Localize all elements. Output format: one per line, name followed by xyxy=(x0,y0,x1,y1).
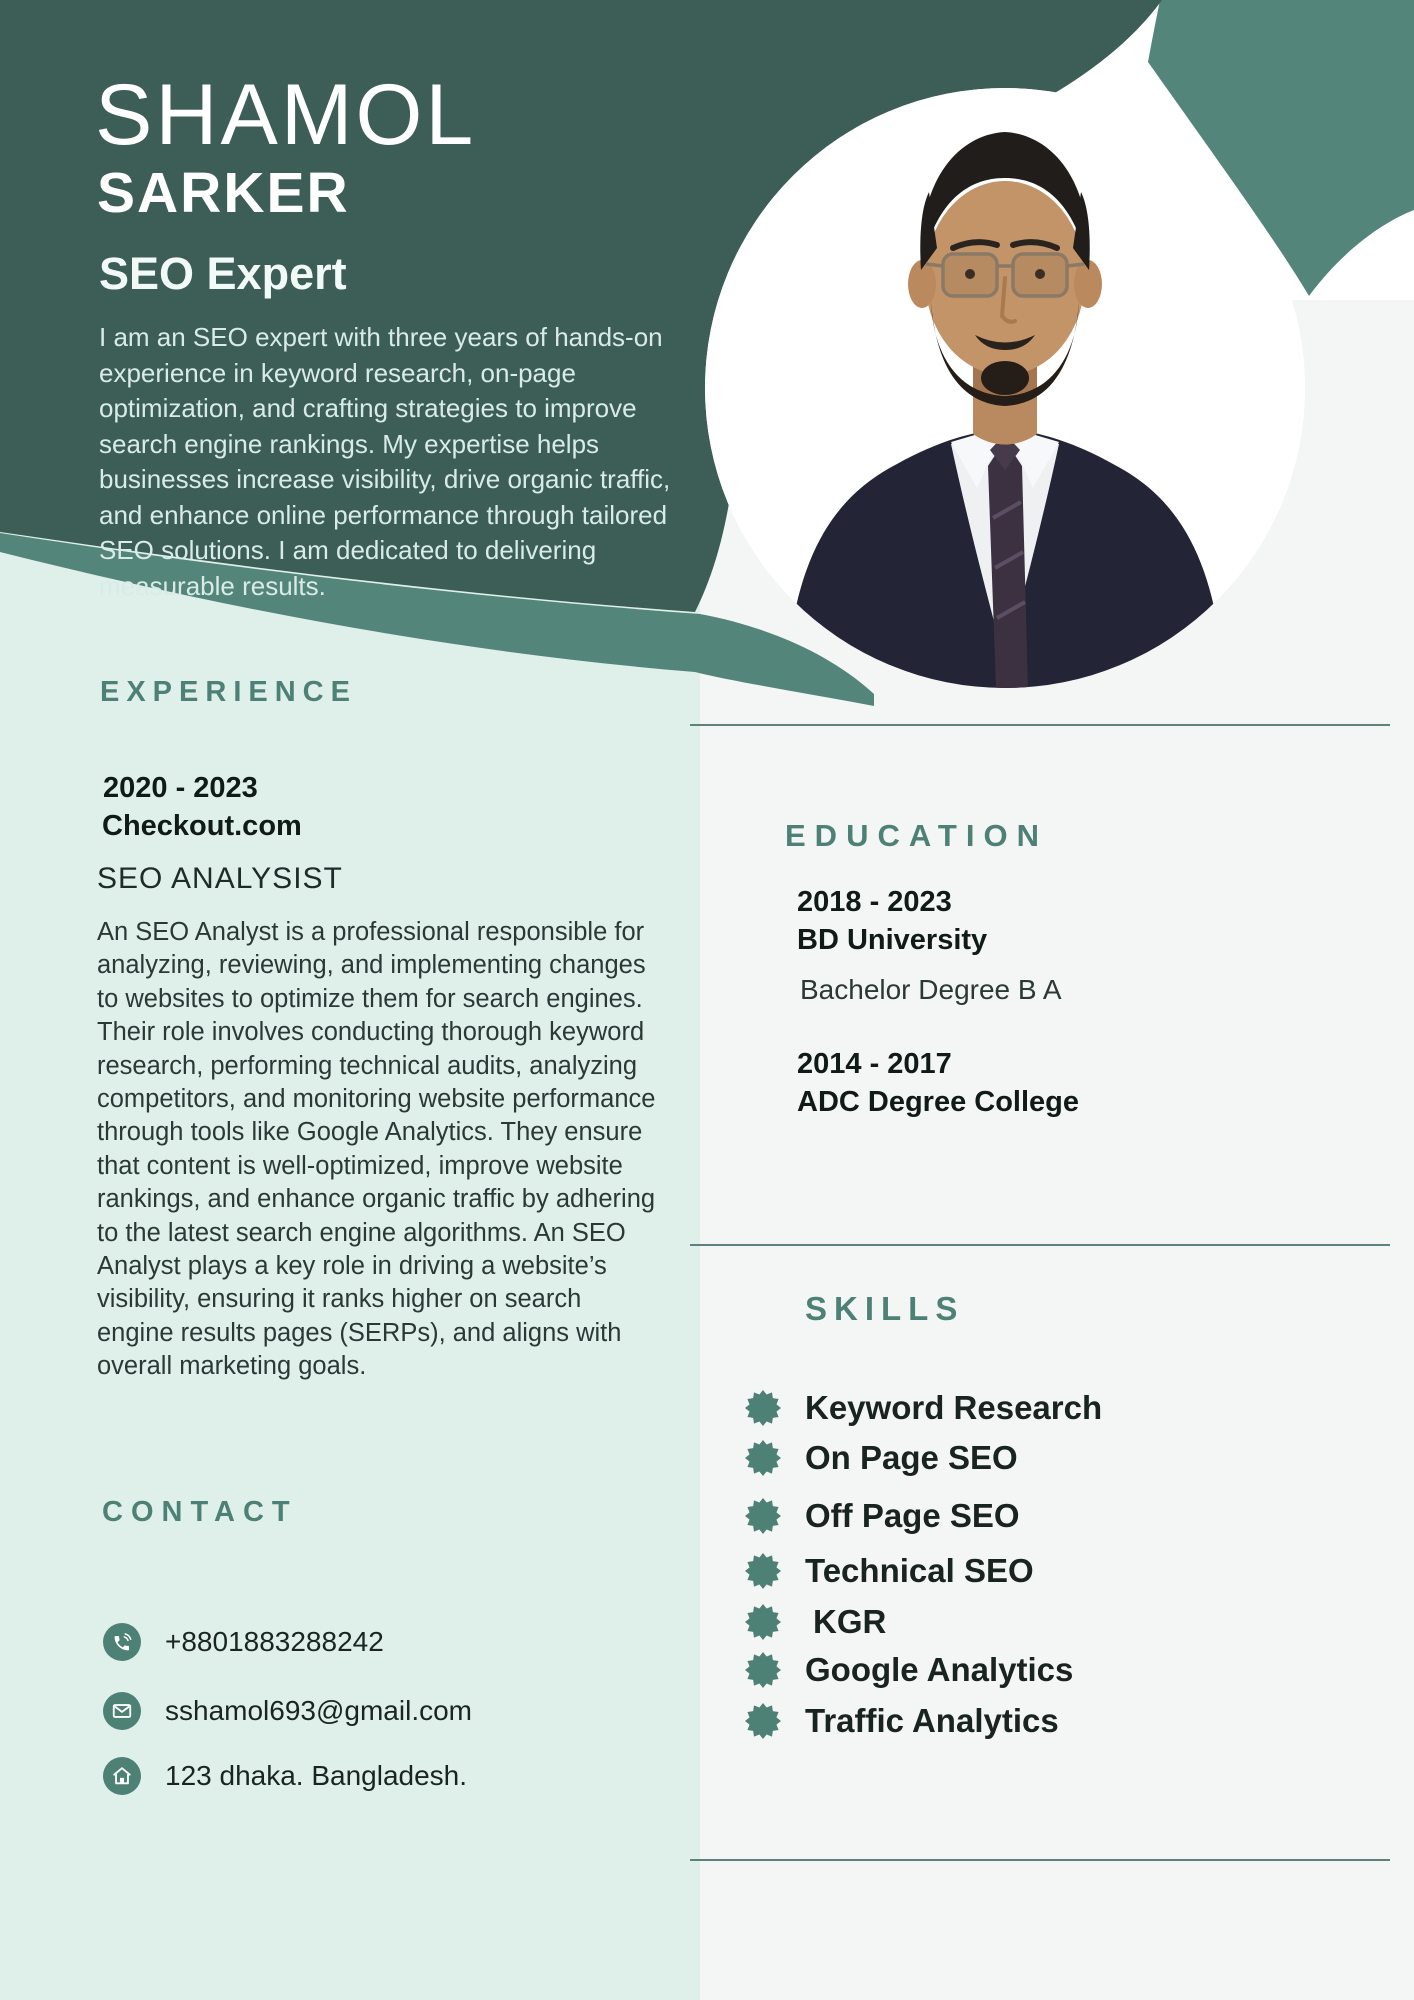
skill-label: Keyword Research xyxy=(805,1389,1103,1426)
education-school: ADC Degree College xyxy=(797,1086,1080,1118)
experience-period: 2020 - 2023 xyxy=(103,772,258,804)
home-icon xyxy=(103,1757,141,1795)
education-heading: EDUCATION xyxy=(785,818,1048,853)
name-first: SHAMOL xyxy=(95,67,477,163)
skill-item xyxy=(745,1701,1059,1741)
profile-summary: I am an SEO expert with three years of hands-on experience in keyword research, on-page optimization, and crafting strategies to improve search engine rankings. My expertise helps businesses increase visibility, drive organic traffic, and enhance online performance through tailored SEO solutions. I am dedicated to delivering measurable results. xyxy=(99,322,671,601)
education-period: 2018 - 2023 xyxy=(797,886,952,918)
divider-above-skills xyxy=(690,1244,1390,1246)
contact-heading: CONTACT xyxy=(102,1496,298,1528)
skills-heading: SKILLS xyxy=(805,1290,965,1327)
role-title: SEO Expert xyxy=(99,248,347,299)
star-badge-icon xyxy=(745,1553,781,1589)
skill-item xyxy=(745,1438,1018,1478)
education-period: 2014 - 2017 xyxy=(797,1048,952,1080)
education-detail: Bachelor Degree B A xyxy=(800,974,1062,1005)
experience-job-title: SEO ANALYSIST xyxy=(97,862,343,895)
contact-address-text: 123 dhaka. Bangladesh. xyxy=(165,1760,468,1791)
experience-heading: EXPERIENCE xyxy=(100,676,357,708)
star-badge-icon xyxy=(745,1703,781,1739)
skill-item xyxy=(745,1388,1102,1428)
divider-bottom xyxy=(690,1859,1390,1861)
skill-label: Off Page SEO xyxy=(805,1497,1020,1534)
skill-label: KGR xyxy=(813,1603,887,1640)
contact-phone-text: +8801883288242 xyxy=(165,1626,384,1657)
skill-item xyxy=(745,1650,1073,1690)
education-school: BD University xyxy=(797,924,988,956)
star-badge-icon xyxy=(745,1440,781,1476)
star-badge-icon xyxy=(745,1604,781,1640)
skill-label: Google Analytics xyxy=(805,1651,1074,1688)
contact-row-email xyxy=(103,1692,472,1730)
experience-description: An SEO Analyst is a professional responsible for analyzing, reviewing, and implementing changes to websites to optimize them for search engines. Their role involves conducting thorough keyword research, performing technical audits, analyzing competitors, and monitoring website performance through tools like Google Analytics. They ensure that content is well-optimized, improve website rankings, and enhance organic traffic by adhering to the latest search engine algorithms. An SEO Analyst plays a key role in driving a website’s visibility, ensuring it ranks higher on search engine results pages (SERPs), and aligns with overall marketing goals. xyxy=(97,918,656,1381)
contact-row-phone xyxy=(103,1623,384,1661)
skill-label: On Page SEO xyxy=(805,1439,1018,1476)
skill-item xyxy=(745,1551,1034,1591)
skill-item xyxy=(745,1602,886,1642)
star-badge-icon xyxy=(745,1652,781,1688)
star-badge-icon xyxy=(745,1390,781,1426)
contact-row-address xyxy=(103,1757,467,1795)
experience-company: Checkout.com xyxy=(102,810,302,842)
profile-photo xyxy=(705,88,1305,688)
contact-email-text: sshamol693@gmail.com xyxy=(165,1695,472,1726)
divider-above-education xyxy=(690,724,1390,726)
name-last: SARKER xyxy=(97,161,350,225)
email-icon xyxy=(103,1692,141,1730)
phone-icon xyxy=(103,1623,141,1661)
star-badge-icon xyxy=(745,1498,781,1534)
skill-label: Traffic Analytics xyxy=(805,1702,1059,1739)
portrait-illustration xyxy=(705,88,1305,688)
skill-item xyxy=(745,1496,1020,1536)
skill-label: Technical SEO xyxy=(805,1552,1034,1589)
